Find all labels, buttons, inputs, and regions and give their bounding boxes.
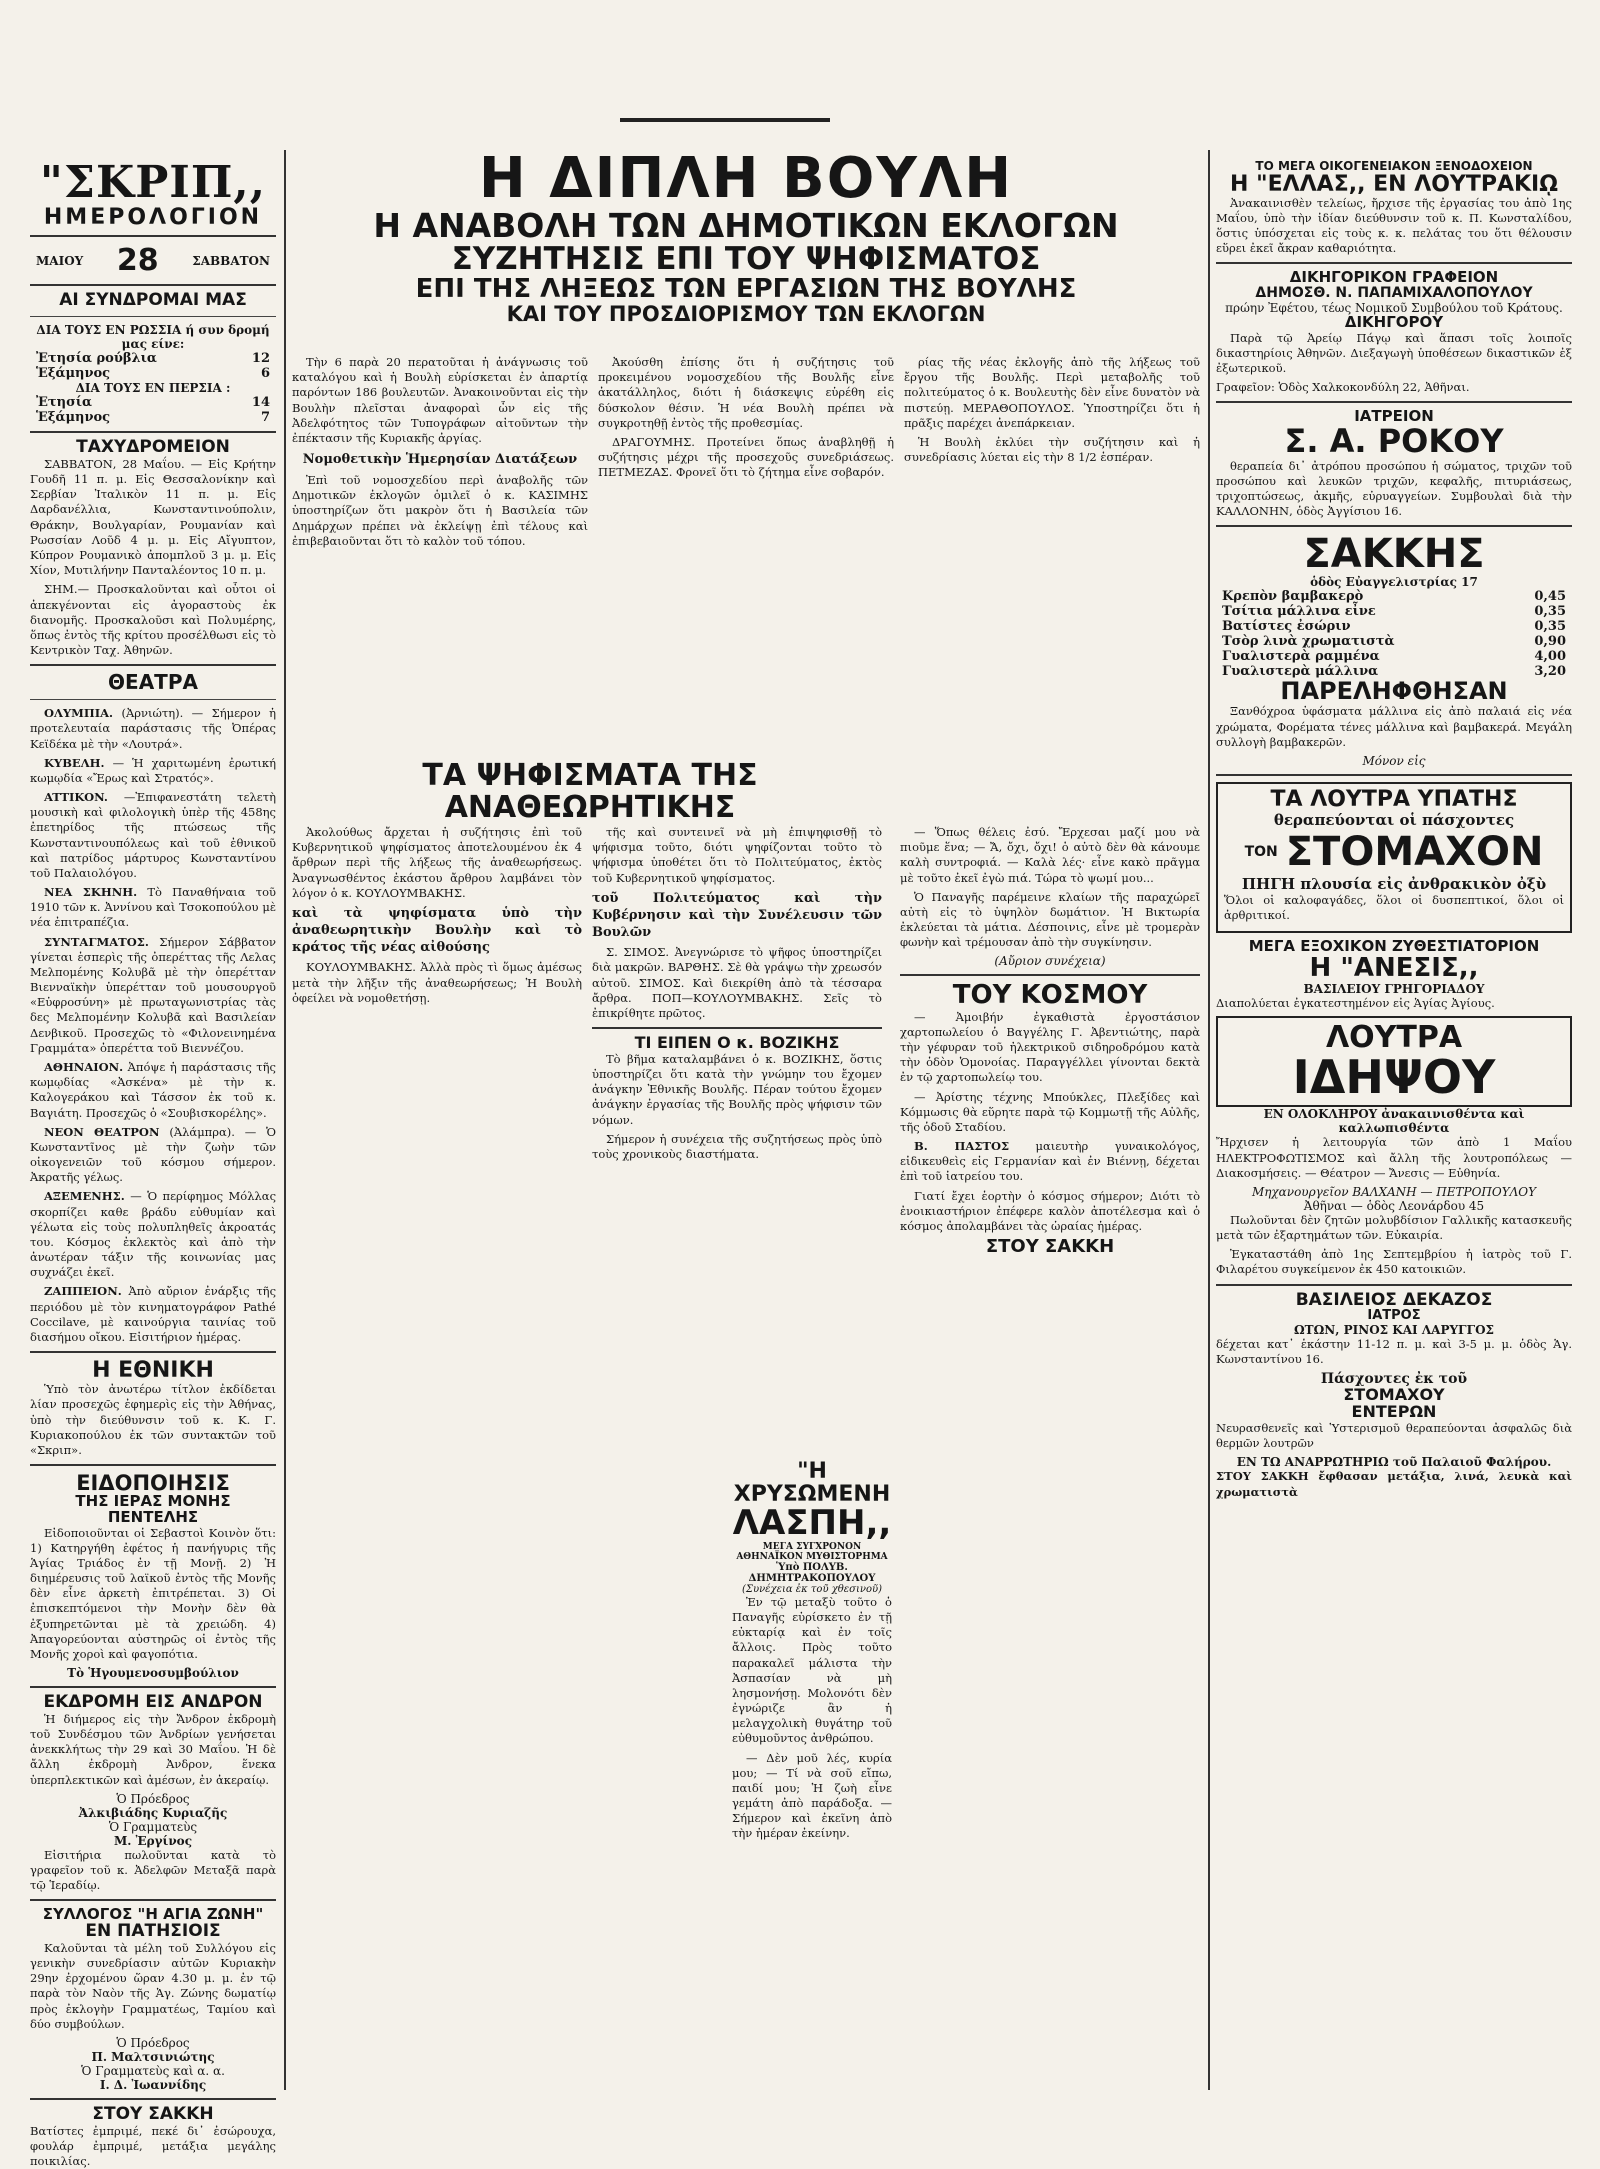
main-article-col-2 <box>598 355 894 750</box>
law-address: Γραφεῖον: Ὁδὸς Χαλκοκονδύλη 22, Ἀθῆναι. <box>1216 380 1470 395</box>
main-col2-text-b: ΔΡΑΓΟΥΜΗΣ. Προτείνει ὅπως ἀναβληθῇ ἡ συζήτησις μέχρι τῆς προσεχοῦς συνεδριάσεως. ΠΕΤΜΕΖΑΣ. Φρονεῖ ὅτι τὸ ζήτημα εἶνε σοβαρόν. <box>598 434 894 480</box>
stomach-heading-2: ΣΤΟΜΑΧΟΥ <box>1343 1385 1445 1405</box>
column-four <box>900 825 1200 2095</box>
main-subhead-2: ΣΥΖΗΤΗΣΙΣ ΕΠΙ ΤΟΥ ΨΗΦΙΣΜΑΤΟΣ <box>451 241 1041 278</box>
sanatorium: ΕΝ ΤΩ ΑΝΑΡΡΩΤΗΡΙΩ τοῦ Παλαιοῦ Φαλήρου. <box>1236 1455 1552 1470</box>
baths-heading: ΤΑ ΛΟΥΤΡΑ ΥΠΑΤΗΣ <box>1270 786 1518 812</box>
votes-heading: ΤΑ ΨΗΦΙΣΜΑΤΑ ΤΗΣ ΑΝΑΘΕΩΡΗΤΙΚΗΣ <box>422 758 758 825</box>
persia-heading: ΔΙΑ ΤΟΥΣ ΕΝ ΠΕΡΣΙΑ : <box>75 381 231 396</box>
law-title: ΔΙΚΗΓΟΡΟΥ <box>1344 312 1444 331</box>
aedipsos-text: Ἤρχισεν ἡ λειτουργία τῶν ἀπὸ 1 Μαΐου ΗΛΕΚΤΡΟΦΩΤΙΣΜΟΣ καὶ ἄλλη τῆς λουτροπόλεως — Διακοσμήσεις. — Θέατρον — Ἄνεσις — Εὐθηνία. <box>1216 1135 1572 1180</box>
main-article-col-1 <box>292 355 588 750</box>
clinic-text: θεραπεία δι᾽ ἀτρόπου προσώπου ἡ σώματος, τριχῶν τοῦ προσώπου καὶ λευκῶν τριχῶν, κεφαλῆς, πιτυριάσεως, τριχοπτώσεως, ἀκμῆς, εὐρυαγγείων. Συμβουλαὶ διὰ τὴν ΚΑΛΛΟΝΗΝ, ὁδὸς Ἀγγίσιου 16. <box>1216 458 1572 519</box>
sakkis-price-row: Τσὸρ λινὰ χρωματιστὰ 0,90 <box>1222 634 1566 650</box>
association-text: Καλοῦνται τὰ μέλη τοῦ Συλλόγου εἰς γενικὴν συνεδρίασιν αὐτῶν Κυριακὴν 29ην ἐρχομένου ὥραν 4.30 μ. μ. ἐν τῷ παρὰ τὸν Ναὸν τῆς Ἁγ. Ζώνης δωματίῳ πρὸς ἐκλογὴν Γραμματέως, Ταμίου καὶ δύο συμβούλων. <box>30 1940 276 2031</box>
association-secretary-label: Ὁ Γραμματεὺς καὶ α. α. <box>81 2063 225 2078</box>
mechanic-address: Ἀθῆναι — ὁδὸς Λεονάρδου 45 <box>1303 1198 1485 1213</box>
excursion-secretary: Μ. Ἐργίνος <box>114 1833 192 1848</box>
column-rule <box>284 150 286 2090</box>
main-col2-text: Ἀκούσθη ἐπίσης ὅτι ἡ συζήτησις τοῦ προκειμένου νομοσχεδίου τῆς Βουλῆς εἶνε ἀκατάλληλος, διότι ἡ διάσκεψις εὑρέθη εἰς δύσκολον θέσιν. Ἡ νέα Βουλὴ πρέπει νὰ συγκροτηθῇ ἐντὸς τῆς προθεσμίας. <box>598 355 894 430</box>
monastery-subheading: ΤΗΣ ΙΕΡΑΣ ΜΟΝΗΣ ΠΕΝΤΕΛΗΣ <box>75 1492 231 1526</box>
price-row: Ἑξάμηνος 7 <box>36 410 270 426</box>
sakkis-price-row: Γυαλιστερὰ ραμμένα 4,00 <box>1222 649 1566 665</box>
theatre-item: ATTIKON. —Ἐπιφανεστάτη τελετὴ μουσικὴ καὶ φιλολογικὴ ὑπὲρ τῆς 458ης ἐπετηρίδος τῆς πτώσεως τῆς Κωνσταντινουπόλεως καὶ τοῦ ἐθνικοῦ καὶ πατρίδος μάρτυρος Κωνσταντίνου τοῦ Παλαιολόγου. <box>30 790 276 880</box>
aedipsos-heading-1: ΛΟΥΤΡΑ <box>1325 1019 1463 1055</box>
vozikis-closing: Σήμερον ἡ συνέχεια τῆς συζητήσεως πρὸς ὑπὸ τοὺς χρονικοὺς διαστήματα. <box>592 1131 882 1161</box>
main-col1-subheading: Νομοθετικὴν Ἡμερησίαν Διατάξεων <box>302 452 578 468</box>
post-text: ΣΑΒΒΑΤΟΝ, 28 Μαΐου. — Εἰς Κρήτην Γουδῆ 11 π. μ. Εἰς Θεσσαλονίκην καὶ Σερβίαν Ἰταλικὸν 11 π. μ. Εἰς Δαρδανέλλια, Κωνσταντινούπολιν, Θράκην, Βουλγαρίαν, Ρουμανίαν καὶ Ρωσσίαν Λοῦδ 4 μ. μ. Εἰς Αἴγυπτον, Κύπρον Ρουμανικὸ ἀπομπλοῦ 3 μ. μ. Εἰς Χίον, Μυτιλήνην Πανταλέοντος 10 π. μ. <box>30 456 276 578</box>
main-col1-text-b: Ἐπὶ τοῦ νομοσχεδίου περὶ ἀναβολῆς τῶν Δημοτικῶν ἐκλογῶν ὁμιλεῖ ὁ κ. ΚΑΣΙΜΗΣ ὑποστηρίζων ὅτι μακρὸν ὅτι ἡ Βασιλεία τῶν Δημάρχων πρέπει νὰ ἐκλείψῃ ἐπὶ τέλους καὶ ἐπιβεβαιοῦνται ὅτι τὸ καλὸν τοῦ τόπου. <box>292 473 588 548</box>
subscriptions-heading: ΑΙ ΣΥΝΔΡΟΜΑΙ ΜΑΣ <box>59 290 247 311</box>
excursion-tickets: Εἰσιτήρια πωλοῦνται κατὰ τὸ γραφεῖον τοῦ κ. Ἀδελφῶν Μεταξᾶ παρὰ τῷ Ἱεραδίῳ. <box>30 1847 276 1893</box>
baths-big: ΣΤΟΜΑΧΟΝ <box>1285 829 1544 876</box>
monastery-signature: Τὸ Ἡγουμενοσυμβούλιον <box>67 1666 239 1681</box>
resort-subheading: Η "ΑΝΕΣΙΣ,, <box>1309 953 1479 984</box>
aedipsos-sub: ΕΝ ΟΛΟΚΛΗΡΟΥ ἀνακαινισθέντα καὶ καλλωπισθέντα <box>1263 1107 1525 1136</box>
sakkis-price-row: Γυαλιστερὰ μάλλινα 3,20 <box>1222 664 1566 680</box>
left-ad-heading: ΣΤΟΥ ΣΑΚΚΗ <box>92 2103 214 2124</box>
price-row: Ἐτησία 14 <box>36 395 270 411</box>
only-at: Μόνον εἰς <box>1362 753 1426 768</box>
baths-prefix: ΤΟΝ <box>1244 844 1278 861</box>
law-text: Παρὰ τῷ Ἀρείῳ Πάγῳ καὶ ἅπασι τοῖς λοιποῖς δικαστηρίοις Ἀθηνῶν. Διεξαγωγὴ ὑποθέσεων δικαστικῶν ἐξ ἐξωτερικοῦ. <box>1216 330 1572 375</box>
baths-stomach <box>1224 829 1564 875</box>
world-text: — Ἀμοιβήν ἐγκαθιστὰ ἐργοστάσιον χαρτοπωλείου ὁ Βαγγέλης Γ. Ἀβεντιώτης, παρὰ τὴν γέφυραν τοῦ ἠλεκτρικοῦ σιδηροδρόμου κατὰ τὴν ὁδὸν Ὁμονοίας. Παραγγέλλει γίνονται δεκτὰ ἐν τῷ χαρτοπωλείῳ του. <box>900 1009 1200 1085</box>
clinic-heading: Σ. Α. ΡΟΚΟΥ <box>1284 422 1504 460</box>
votes-col2-bold: τοῦ Πολιτεύματος καὶ τὴν Κυβέρνησιν καὶ τὴν Συνέλευσιν τῶν Βουλῶν <box>592 890 882 940</box>
novel-heading-2: ΛΑΣΠΗ,, <box>732 1503 892 1544</box>
doctor-title: ΙΑΤΡΟΣ <box>1367 1308 1421 1324</box>
theatres-heading: ΘΕΑΤΡΑ <box>108 670 198 695</box>
baths-spring: ΠΗΓΗ πλουσία εἰς ἀνθρακικὸν ὀξὺ <box>1241 875 1547 894</box>
votes-col-1 <box>292 825 582 2095</box>
ethniki-heading: Η ΕΘΝΙΚΗ <box>92 1358 214 1384</box>
association-subheading: ΕΝ ΠΑΤΗΣΙΟΙΣ <box>85 1921 221 1942</box>
votes-heading-block <box>292 758 888 825</box>
votes-col1-bold: καὶ τὰ ψηφίσματα ὑπὸ τὴν ἀναθεωρητικὴν Βουλὴν καὶ τὸ κράτος τῆς νέας αἰθούσης <box>292 905 582 956</box>
novel-text: Ἐν τῷ μεταξὺ τοῦτο ὁ Παναγῆς εὑρίσκετο ἐν τῇ εὐκταρίᾳ καὶ ἐν τοῖς ἄλλοις. Πρὸς τοῦτο παρακαλεῖ μάλιστα τὴν Ἀσπασίαν νὰ μὴ λησμονήσῃ. Μολονότι δὲν ἐγνώριζε ἂν ἡ μελαγχολικὴ θυγάτηρ τοῦ εὐθυμοῦντος ἀνθρώπου. <box>732 1594 892 1746</box>
col4-text: — Ὅπως θέλεις ἐσύ. Ἔρχεσαι μαζί μου νὰ πιοῦμε ἕνα; — Ἄ, ὄχι, ὄχι! ὁ αὐτὸ δὲν θὰ κάνουμε καλὴ συντροφιά. — Καλὰ λές· εἶνε κακὸ πρᾶγμα μὲ τοῦτο ἐκεῖ ἐγὼ πιά. Τώρα τὸ ψωμί μου... <box>900 825 1200 885</box>
sakkis-sub: ὁδὸς Εὐαγγελιστρίας 17 <box>1310 575 1478 590</box>
main-subhead-1: Η ΑΝΑΒΟΛΗ ΤΩΝ ΔΗΜΟΤΙΚΩΝ ΕΚΛΟΓΩΝ <box>373 205 1119 245</box>
main-col3-text-b: Ἡ Βουλὴ ἐκλύει τὴν συζήτησιν καὶ ἡ συνεδρίασις λύεται εἰς τὴν 8 1/2 ἑσπέραν. <box>904 434 1200 465</box>
monastery-heading: ΕΙΔΟΠΟΙΗΣΙΣ <box>76 1471 230 1496</box>
main-col3-text: ρίας τῆς νέας ἐκλογῆς ἀπὸ τῆς λήξεως τοῦ ἔργου τῆς Βουλῆς. Περὶ μεταβολῆς τοῦ πολιτεύματος ὁ κ. Βουλευτὴς δὲν εἶνε δυνατὸν νὰ πιστεύῃ. ΜΕΡΑΘΟΠΟΥΛΟΣ. Ὑποστηρίζει ὅτι ἡ πρᾶξις παρέχει ἀνεπάρκειαν. <box>904 355 1200 430</box>
theatre-item: ΣΥΝΤΑΓΜΑΤΟΣ. Σήμερον Σάββατον γίνεται ἑσπερὶς τῆς ὀπερέττας τῆς Λελας Μελπομένης Κολυβᾶ μὲ τὴν ὀπερέτταν Βιενναϊκὴν ὑπερέτταν τοῦ μουσουργοῦ «Εὐφροσύνη» μὲ πρωταγωνιστρίας τὰς δες Μελπομένην Κολυβᾶ καὶ Βασιλείαν Δενβικοῦ. Προσεχῶς τὸ «Φιλονεινημένα Γραμμάτα» ὀπερέττα τοῦ Βιεννέζου. <box>30 934 276 1055</box>
masthead-date <box>30 243 276 278</box>
resort-owner: ΒΑΣΙΛΕΙΟΥ ΓΡΗΓΟΡΙΑΔΟΥ <box>1303 982 1485 997</box>
stomach-text: Νευρασθενεῖς καὶ Ὑστερισμοῦ θεραπεύονται ἀσφαλῶς διὰ θερμῶν λουτρῶν <box>1216 1421 1572 1451</box>
theatre-item: ΟΛΥΜΠΙΑ. (Ἀρνιώτη). — Σήμερον ἡ προτελευταία παράστασις τῆς Ὀπέρας Κεϊδέκα μὲ τὴν «Λουτρά». <box>30 706 276 751</box>
theatre-item: ΑΘΗΝΑΙΟΝ. Ἀπόψε ἡ παράστασις τῆς κωμῳδίας «Ἀσκένα» μὲ τὴν κ. Καλογεράκου καὶ Τάσσον ἐκ τοῦ κ. Βαγιάτη. Προσεχῶς ὁ «Σουβισκορέλης». <box>30 1059 276 1120</box>
masthead-subtitle: ΗΜΕΡΟΛΟΓΙΟΝ <box>43 205 263 231</box>
aedipsos-heading-2: ΙΔΗΨΟΥ <box>1292 1050 1496 1105</box>
main-headline-block <box>292 146 1200 350</box>
novel-continuation: (Συνέχεια ἐκ τοῦ χθεσινοῦ) <box>742 1583 882 1595</box>
clinic-label: ΙΑΤΡΕΙΟΝ <box>1354 407 1434 426</box>
baths-sub: θεραπεύονται οἱ πάσχοντες <box>1273 811 1515 830</box>
theatre-item: ΚΥΒΕΛΗ. — Ἡ χαριτωμένη ἐρωτική κωμῳδία «Ἔρως καὶ Στρατός». <box>30 755 276 785</box>
world-text-3: Β. ΠΑΣΤΟΣ μαιευτὴρ γυναικολόγος, εἰδικευθεὶς εἰς Γερμανίαν καὶ ἐν Βιέννῃ, δέχεται ἐπὶ τοῦ ἰατρείου του. <box>900 1139 1200 1184</box>
sakkis-price-row: Κρεπὸν βαμβακερὸ 0,45 <box>1222 589 1566 605</box>
excursion-president-label: Ὁ Πρόεδρος <box>116 1791 190 1806</box>
theatre-item: ΝΕΟΝ ΘΕΑΤΡΟΝ (Ἀλάμπρα). — Ὁ Κωνσταντῖνος μὲ τὴν ζωὴν τῶν οἰκογενειῶν τοῦ κόσμου σήμερον. Ἀκρατῆς γέλως. <box>30 1124 277 1185</box>
vozikis-heading: ΤΙ ΕΙΠΕΝ Ο κ. ΒΟΖΙΚΗΣ <box>634 1033 840 1053</box>
stomach-heading-1: Πάσχοντες ἐκ τοῦ <box>1320 1371 1468 1388</box>
world-closing: ΣΤΟΥ ΣΑΚΚΗ <box>985 1236 1115 1258</box>
sakkis-heading: ΣΑΚΚΗΣ <box>1303 531 1485 578</box>
top-rule <box>620 118 830 122</box>
mechanic: Μηχανουργεῖον ΒΑΛΧΑΝΗ — ΠΕΤΡΟΠΟΥΛΟΥ <box>1251 1184 1537 1199</box>
post-note: ΣΗΜ.— Προσκαλοῦνται καὶ οὗτοι οἱ ἀπεκγένονται εἰς ἀγοραστοὺς ἐκ διανομῆς. Προσκαλοῦσι καὶ Πολυμέρης, ὅπως ἐντὸς τῆς κρίτου προσέλθωσι εἰς τὸ Κεντρικὸν Ταχ. Ἀθηνῶν. <box>30 582 276 658</box>
association-president: Π. Μαλτσινιώτης <box>91 2049 215 2064</box>
monastery-text: Εἰδοποιοῦνται οἱ Σεβαστοὶ Κοινὸν ὅτι: 1) Κατηργήθη ἐφέτος ἡ πανήγυρις τῆς Ἁγίας Τριάδος ἐν τῇ Μονῇ. 2) Ἡ διημέρευσις τοῦ λαϊκοῦ ἐντὸς τῆς Μονῆς δὲν εἶνε ἀρκετὴ ἐπιτρέπεται. 3) Οἱ ἐπισκεπτόμενοι τὴν Μονὴν δὲν θὰ ἐξυπηρετῶνται μὲ τὰ χρειώδη. 4) Ἀπαγορεύονται αὐστηρῶς οἱ ἐντὸς τῆς Μονῆς χοροὶ καὶ φαγοπότια. <box>30 1525 276 1661</box>
russia-heading: ΔΙΑ ΤΟΥΣ ΕΝ ΡΩΣΣΙΑ ή συν δρομή μας είνε: <box>36 323 270 352</box>
association-president-label: Ὁ Πρόεδρος <box>116 2035 190 2050</box>
col4-signoff: (Αὔριον συνέχεια) <box>994 954 1106 969</box>
price-row: Ἐτησία ρούβλια 12 <box>36 351 270 367</box>
final-ad: ΣΤΟΥ ΣΑΚΚΗ ἔφθασαν μετάξια, λινά, λευκὰ καὶ χρωματιστὰ <box>1216 1469 1572 1499</box>
season-text: Ἐγκαταστάθη ἀπὸ 1ης Σεπτεμβρίου ἡ ἰατρὸς τοῦ Γ. Φιλαρέτου συγκείμενον ἐκ 450 κατοικιῶν. <box>1216 1247 1572 1277</box>
masthead-title: "ΣΚΡΙΠ,, <box>39 157 267 208</box>
main-article-col-3 <box>904 355 1200 750</box>
date-weekday: ΣΑΒΒΑΤΟΝ <box>192 253 270 268</box>
stomach-heading-3: ΕΝΤΕΡΩΝ <box>1351 1402 1437 1422</box>
col4-text-2: Ὁ Παναγῆς παρέμεινε κλαίων τῆς παραχώρεῖ αὐτὴ εἰς τὸ ὑψηλὸν δωμάτιον. Ἡ Βικτωρία ἐκλεύεται τὰ μάτια. Δέσποινις, εἶνε μὲ τρομερὰν φωνὴν καὶ τρέμουσαν ἀπὸ τὴν συγκίνησιν. <box>900 889 1200 950</box>
votes-col2-text-b: Σ. ΣΙΜΟΣ. Ἀνεγνώρισε τὸ ψῆφος ὑποστηρίζει διὰ μακρῶν. ΒΑΡΘΗΣ. Σὲ θὰ γράψω τὴν χρεωσόν αὐτοῦ. ΣΙΜΟΣ. Καὶ διεκρίθη ἀπὸ τὰ τέσσαρα ἄρθρα. ΠΟΠ—ΚΟΥΛΟΥΜΒΑΚΗΣ. Σεῖς τὸ ἐπικρίθητε πρῶτος. <box>592 945 882 1020</box>
left-column <box>30 157 277 2169</box>
votes-col1-text-b: ΚΟΥΛΟΥΜΒΑΚΗΣ. Ἀλλὰ πρὸς τὶ ὅμως ἀμέσως μετὰ τὴν λῆξιν τῆς ἀναθεωρήσεως; Ἡ Βουλὴ ὀφείλει νὰ νομοθετήσῃ. <box>292 960 582 1005</box>
theatres-list <box>30 706 276 1345</box>
doctor-hours: δέχεται κατ᾽ ἑκάστην 11-12 π. μ. καὶ 3-5 μ. μ. ὁδὸς Ἁγ. Κωνσταντίνου 16. <box>1216 1337 1572 1367</box>
votes-col1-text: Ἀκολούθως ἄρχεται ἡ συζήτησις ἐπὶ τοῦ Κυβερνητικοῦ ψηφίσματος ἀποτελουμένου ἐκ 4 ἄρθρων περὶ τῆς λήξεως τῆς ἀναθεωρήσεως. Ἀναγνωσθέντος ἐκάστου ἄρθρου λαμβάνει τὸν λόγον ὁ κ. ΚΟΥΛΟΥΜΒΑΚΗΣ. <box>292 825 582 900</box>
resort-text: Διαπολύεται ἐγκατεστημένον εἰς Ἁγίας Ἀγίους. <box>1216 996 1495 1011</box>
excursion-secretary-label: Ὁ Γραμματεὺς <box>108 1819 198 1834</box>
novel-author: Ὑπὸ ΠΟΛΥΒ. ΔΗΜΗΤΡΑΚΟΠΟΥΛΟΥ <box>748 1561 876 1584</box>
main-subhead-3: ΕΠΙ ΤΗΣ ΛΗΞΕΩΣ ΤΩΝ ΕΡΓΑΣΙΩΝ ΤΗΣ ΒΟΥΛΗΣ <box>415 273 1077 304</box>
law-sub: πρώην Ἐφέτου, τέως Νομικοῦ Συμβούλου τοῦ Κράτους. <box>1225 300 1563 315</box>
association-secretary: Ι. Δ. Ἰωαννίδης <box>99 2077 207 2092</box>
theatre-item: ΝΕΑ ΣΚΗΝΗ. Τὸ Παναθήναια τοῦ 1910 τῶν κ. Ἀννίνου καὶ Τσοκοπούλου μὲ νέα ἐπιτραπέζια. <box>30 885 276 930</box>
law-subheading: ΔΗΜΟΣΘ. Ν. ΠΑΠΑΜΙΧΑΛΟΠΟΥΛΟΥ <box>1255 285 1533 302</box>
left-ad-text: Βατίστες ἐμπριμέ, πεκέ δι᾽ ἐσώρουχα, φουλάρ ἐμπριμέ, μετάξια μεγάλης ποικιλίας. <box>30 2123 276 2169</box>
association-heading: ΣΥΛΛΟΓΟΣ "Η ΑΓΙΑ ΖΩΝΗ" <box>42 1905 264 1924</box>
excursion-president: Ἀλκιβιάδης Κυριαζῆς <box>78 1805 228 1820</box>
doctor-name: ΒΑΣΙΛΕΙΟΣ ΔΕΚΑΖΟΣ <box>1295 1289 1493 1310</box>
theatre-item: ΑΞΕΜΕΝΗΣ. — Ὁ περίφημος Μόλλας σκορπίζει καθε βράδυ εὐθυμίαν καὶ γέλωτα εἰς τοὺς πολυπληθεῖς ἀκροατάς του. Κόσμος ἐκλεκτὸς καὶ ἀπὸ τὴν ἀνωτέραν τάξιν τῆς κοινωνίας μας συχνάζει ἐκεῖ. <box>30 1189 277 1280</box>
sakkis-price-row: Βατίστες ἐσώριν 0,35 <box>1222 619 1566 635</box>
novel-tagline: ΜΕΓΑ ΣΥΓΧΡΟΝΟΝ ΑΘΗΝΑΪΚΟΝ ΜΥΘΙΣΤΟΡΗΜΑ <box>736 1541 888 1562</box>
hotel-heading: ΤΟ ΜΕΓΑ ΟΙΚΟΓΕΝΕΙΑΚΟΝ ΞΕΝΟΔΟΧΕΙΟΝ <box>1255 159 1533 173</box>
ethniki-text: Ὑπὸ τὸν ἀνωτέρω τίτλον ἐκδίδεται λίαν προσεχῶς ἐφημερὶς εἰς τὴν Ἀθήνας, ὑπὸ τὴν διεύθυνσιν τοῦ κ. Κ. Γ. Κυριακοπούλου ἐκ τῶν συντακτῶν τοῦ «Σκριπ». <box>30 1382 276 1457</box>
column-rule <box>1208 150 1210 2090</box>
ads-column <box>1216 160 1572 2095</box>
excursion-text: Ἡ διήμερος εἰς τὴν Ἄνδρον ἐκδρομὴ τοῦ Συνδέσμου τῶν Ἀνδρίων γενήσεται ἀνεκκλήτως τὴν 29 καὶ 30 Μαΐου. Ἡ δὲ ἄλλη ἐκδρομὴ Ἀνδρον, ἕνεκα ὑπερπλεκτικῶν καὶ ἀμέσων, ἐν ἀκεραίῳ. <box>30 1711 276 1787</box>
main-col1-text: Τὴν 6 παρὰ 20 περατοῦται ἡ ἀνάγνωσις τοῦ καταλόγου καὶ ἡ Βουλὴ εὑρίσκεται ἐν ἀπαρτίᾳ παρόντων 186 βουλευτῶν. Ἀνακοινοῦνται εἰς τὴν Βουλὴν πλεῖσται ἀναφοραὶ ὧν εἰς τῆς Ἀδελφότητος τῶν Τυπογράφων αἰτοῦντων τὴν ἐπέκτασιν τῆς Κυριακῆς ἀργίας. <box>292 355 588 445</box>
mechanic-text: Πωλοῦνται δὲν ζητῶν μολυβδίσιον Γαλλικῆς κατασκευῆς μετὰ τῶν ἐξαρτημάτων τῶν. Εὐκαιρία. <box>1216 1212 1572 1243</box>
novel-block <box>732 1460 892 1880</box>
world-heading: ΤΟΥ ΚΟΣΜΟΥ <box>952 980 1148 1011</box>
price-row: Ἑξάμηνος 6 <box>36 366 270 382</box>
world-text-4: Γιατί ἔχει ἑορτὴν ὁ κόσμος σήμερον; Διότι τὸ ἐνοικιαστήριον ἐπέφερε καλὸν ἀποτέλεσμα καὶ ὁ κόσμος ἀπολαμβάνει τὰς ὡραίας ἡμέρας. <box>900 1188 1200 1233</box>
excursion-heading: ΕΚΔΡΟΜΗ ΕΙΣ ΑΝΔΡΟΝ <box>43 1692 263 1713</box>
sakkis-price-row: Τσίτια μάλλινα εἶνε 0,35 <box>1222 604 1566 620</box>
world-text-2: — Ἀρίστης τέχνης Μπούκλες, Πλεξίδες καὶ Κόμμωσις θὰ εὕρητε παρὰ τῷ Κομμωτῇ τῆς Αὐλῆς, τῆς ὁδοῦ Σταδίου. <box>900 1089 1200 1134</box>
date-month: ΜΑΙΟΥ <box>36 253 84 268</box>
novel-text-2: — Δὲν μοῦ λές, κυρία μου; — Τί νὰ σοῦ εἴπω, παιδί μου; Ἡ ζωὴ εἶνε γεμάτη ἀπὸ παράδοξα. — Σήμερον καὶ ἐκεῖνη ἀπὸ τὴν ἡμέραν ἐκείνην. <box>732 1750 892 1841</box>
main-subhead-4: ΚΑΙ ΤΟΥ ΠΡΟΣΔΙΟΡΙΣΜΟΥ ΤΩΝ ΕΚΛΟΓΩΝ <box>506 302 986 327</box>
votes-col2-text: τῆς καὶ συντεινεῖ νὰ μὴ ἐπιψηφισθῇ τὸ ψήφισμα τοῦτο, διότι ψηφίζονται τοῦτο τὸ ψήφισμα ὑποθέτει ὅτι τὸ Πολιτεύματος, ἐκτὸς τοῦ Κυβερνητικοῦ ψηφίσματος. <box>592 825 882 885</box>
hotel-subheading: Η "ΕΛΛΑΣ,, ΕΝ ΛΟΥΤΡΑΚΙῼ <box>1230 171 1558 197</box>
novel-heading-1: "Η ΧΡΥΣΩΜΕΝΗ <box>733 1459 891 1508</box>
aedipsos-ad <box>1216 1016 1572 1108</box>
hotel-text: Ἀνακαινισθὲν τελείως, ἤρχισε τῆς ἐργασίας του ἀπὸ 1ης Μαΐου, ὑπὸ τὴν ἰδίαν διεύθυνσιν τοῦ κ. Π. Κωνσταλίδου, ὅστις ὑπόσχεται εἰς τοὺς κ. κ. πελάτας του ὅτι θέλουσιν εὕρει ἐκεῖ ἄκραν καθαριότητα. <box>1216 195 1572 256</box>
main-headline: Η ΔΙΠΛΗ ΒΟΥΛΗ <box>478 146 1014 211</box>
resort-heading: ΜΕΓΑ ΕΞΟΧΙΚΟΝ ΖΥΘΕΣΤΙΑΤΟΡΙΟΝ <box>1248 937 1540 956</box>
baths-spring-text: Ὅλοι οἱ καλοφαγάδες, ὅλοι οἱ δυσπεπτικοί, ὅλοι οἱ ἀρθριτικοί. <box>1224 893 1564 923</box>
arrived-text: Ξανθόχροα ὑφάσματα μάλλινα εἰς ἀπὸ παλαιά εἰς νέα χρώματα, Φορέματα τένες μάλλινα καὶ βαμβακερά. Μεγάλη συλλογὴ βαμβακερῶν. <box>1216 704 1572 749</box>
post-heading: ΤΑΧΥΔΡΟΜΕΙΟΝ <box>76 437 230 458</box>
theatre-item: ΖΑΠΠΕΙΟΝ. Ἀπὸ αὔριον ἐνάρξις τῆς περιόδου μὲ τὸν κινηματογράφον Pathé Coccilave, μὲ καινούργια ταινίας τοῦ διασήμου οἴκου. Εἰσιτήριον ἡμέρας. <box>30 1284 277 1344</box>
baths-ad <box>1216 782 1572 933</box>
doctor-specialty: ΩΤΩΝ, ΡΙΝΟΣ ΚΑΙ ΛΑΡΥΓΓΟΣ <box>1293 1323 1495 1338</box>
date-day: 28 <box>116 243 159 279</box>
arrived-heading: ΠΑΡΕΛΗΦΘΗΣΑΝ <box>1280 677 1508 706</box>
vozikis-text: Τὸ βῆμα καταλαμβάνει ὁ κ. ΒΟΖΙΚΗΣ, ὅστις ὑποστηρίζει ὅτι κατὰ τὴν γνώμην του ἔχομεν ἀνάγκην Ἐθνικῆς Βουλῆς. Πέραν τούτου ἔχομεν ἀνάγκην ἐργασίας τῆς Βουλῆς πρὸς ψήφισιν τῶν νόμων. <box>592 1051 882 1127</box>
law-heading: ΔΙΚΗΓΟΡΙΚΟΝ ΓΡΑΦΕΙΟΝ <box>1289 268 1499 287</box>
